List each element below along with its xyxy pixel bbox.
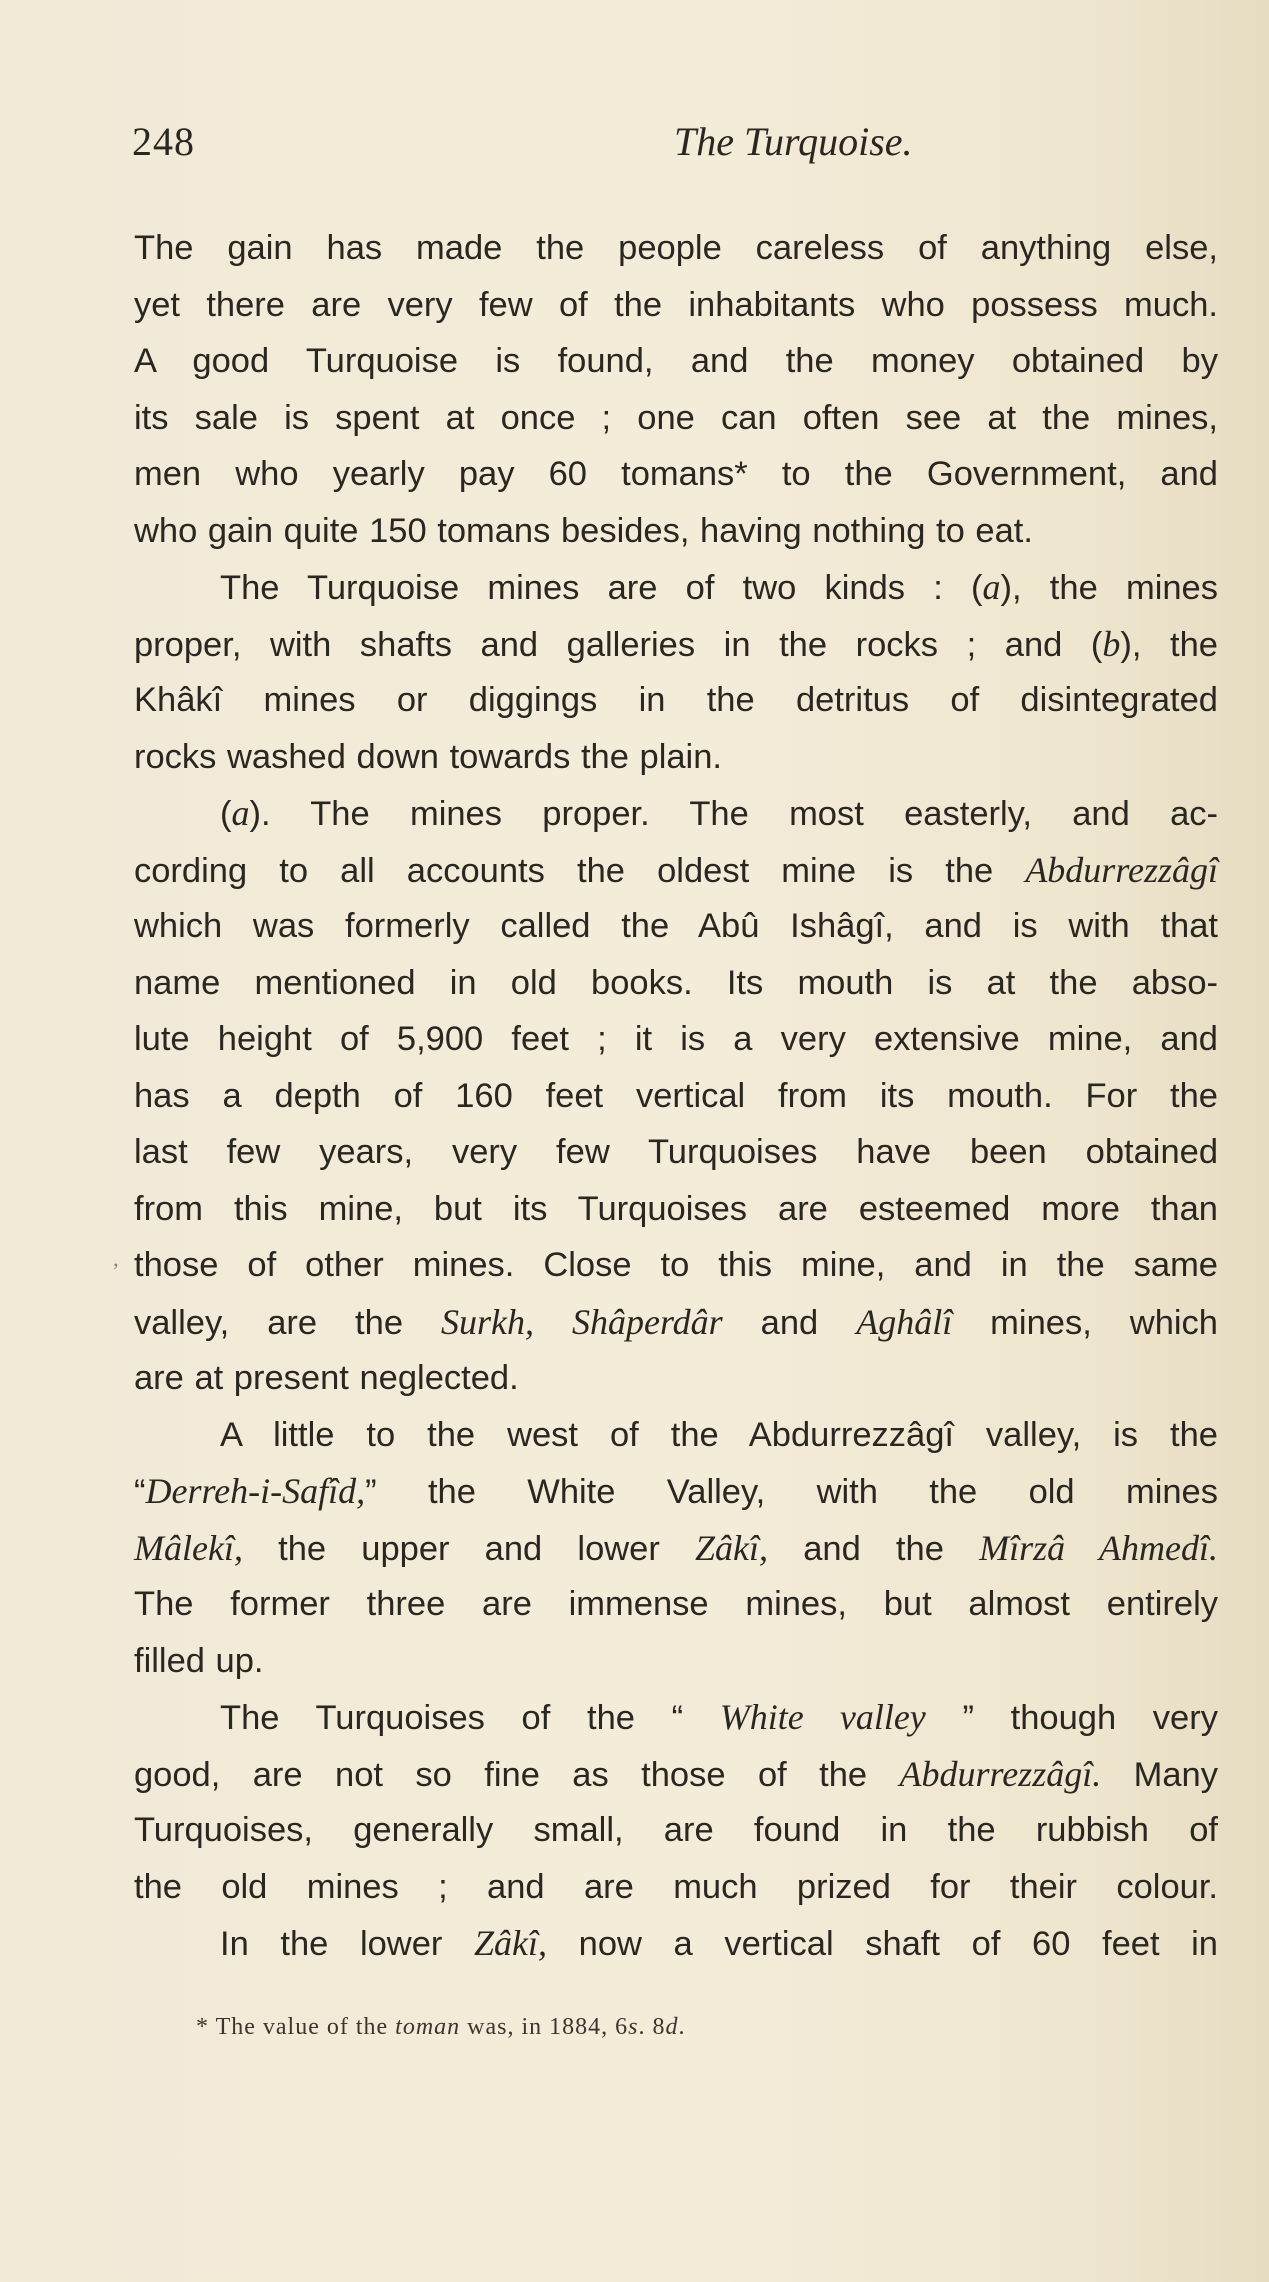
text-line [134, 1350, 1218, 1407]
text-run: those of other mines. Close to this mine, and in the same [134, 1246, 1218, 1284]
footnote-run: . 8 [638, 2014, 666, 2040]
text-run: men who yearly pay 60 tomans* to the Government, and [134, 455, 1218, 493]
text-line [134, 1915, 1218, 1972]
text-run: cording to all accounts the oldest mine is the [134, 851, 1026, 890]
text-run: are at present neglected. [134, 1359, 519, 1397]
text-run: lute height of 5,900 feet ; it is a very extensive mine, and [134, 1020, 1218, 1058]
italic-term: Abdurrezzâgî. [899, 1753, 1102, 1794]
text-line [134, 390, 1218, 447]
text-line [134, 446, 1218, 503]
text-line [134, 616, 1218, 673]
text-run [534, 1304, 572, 1342]
text-line [134, 842, 1218, 899]
text-run: Many [1101, 1755, 1218, 1794]
italic-term: Derreh-i-Safîd, [145, 1471, 366, 1511]
text-run: who gain quite 150 tomans besides, having nothing to eat. [134, 511, 1033, 550]
body-text [134, 220, 1218, 1972]
footnote-italic: s [628, 2014, 639, 2040]
italic-term: Abdurrezzâgî [1025, 849, 1218, 890]
italic-term: Shâperdâr [572, 1301, 723, 1342]
italic-term: White valley [719, 1697, 926, 1737]
text-run: name mentioned in old books. Its mouth is at the abso- [134, 963, 1218, 1002]
text-run: Khâkî mines or diggings in the detritus of disintegrated [134, 681, 1218, 719]
text-run: Turquoises, generally small, are found in the rubbish of [134, 1811, 1218, 1849]
footnote-italic: d [665, 2014, 679, 2040]
text-line [134, 559, 1218, 616]
text-run: mines, which [952, 1303, 1218, 1342]
text-run: In the lower [220, 1925, 475, 1963]
running-title: The Turquoise. [674, 119, 913, 164]
page-header [132, 118, 1217, 178]
text-run: The gain has made the people careless of anything else, [134, 229, 1218, 267]
italic-term: Surkh, [441, 1301, 535, 1342]
text-line [134, 785, 1218, 842]
text-run: the old mines ; and are much prized for their colour. [134, 1867, 1218, 1906]
text-line [134, 1576, 1218, 1633]
text-run: now a vertical shaft of 60 feet in [547, 1925, 1218, 1963]
text-run: last few years, very few Turquoises have been obtained [134, 1133, 1218, 1171]
text-run: ). The mines proper. The most easterly, and ac- [249, 795, 1218, 833]
text-run: A little to the west of the Abdurrezzâgî valley, is the [220, 1415, 1218, 1454]
text-run: filled up. [134, 1641, 264, 1680]
text-run: rocks washed down towards the plain. [134, 737, 722, 776]
footnote-run: was, in 1884, 6 [460, 2014, 629, 2040]
text-run: ), the mines [1000, 569, 1218, 607]
text-run: A good Turquoise is found, and the money obtained by [134, 342, 1218, 380]
italic-term: Zâkî, [474, 1923, 548, 1963]
italic-term: Mîrzâ Ahmedî. [979, 1527, 1218, 1568]
text-line [134, 729, 1218, 786]
text-run: and [722, 1303, 857, 1342]
text-run: the upper and lower [242, 1529, 696, 1568]
text-line [134, 220, 1218, 277]
text-line [134, 1746, 1218, 1803]
italic-term: b [1102, 623, 1121, 664]
text-line [134, 898, 1218, 955]
text-line [134, 1011, 1218, 1068]
text-run: The Turquoise mines are of two kinds : ( [220, 569, 983, 607]
footnote-run: * The value of the [196, 2014, 396, 2040]
text-line [134, 277, 1218, 334]
footnote-run: . [678, 2014, 686, 2040]
text-line [134, 1689, 1218, 1746]
text-line [134, 1633, 1218, 1690]
text-line [134, 503, 1218, 560]
page-number: 248 [132, 119, 195, 164]
text-run: “ [134, 1473, 146, 1511]
text-run: which was formerly called the Abû Ishâgî, and is with that [134, 907, 1218, 945]
text-line [134, 1237, 1218, 1294]
text-run: valley, are the [134, 1303, 442, 1342]
italic-term: Mâlekî, [134, 1527, 243, 1568]
italic-term: Zâkî, [695, 1527, 769, 1568]
footnote [196, 2014, 686, 2041]
text-line [134, 1463, 1218, 1520]
text-run: yet there are very few of the inhabitants who possess much. [134, 285, 1218, 324]
text-line [134, 1407, 1218, 1464]
text-line [134, 1124, 1218, 1181]
text-line [134, 333, 1218, 390]
text-run: its sale is spent at once ; one can often see at the mines, [134, 398, 1218, 437]
text-line [134, 1294, 1218, 1351]
text-line [134, 1181, 1218, 1238]
text-run: The former three are immense mines, but almost entirely [134, 1585, 1218, 1623]
text-run: The Turquoises of the “ [220, 1699, 720, 1737]
italic-term: a [982, 567, 1001, 607]
text-line [134, 1520, 1218, 1577]
text-run: good, are not so fine as those of the [134, 1755, 900, 1794]
text-run: and the [768, 1529, 980, 1568]
text-run: ( [220, 795, 232, 833]
text-run: from this mine, but its Turquoises are esteemed more than [134, 1189, 1218, 1228]
text-line [134, 1802, 1218, 1859]
text-run: ” the White Valley, with the old mines [365, 1473, 1218, 1511]
italic-term: Aghâlî [856, 1301, 953, 1342]
text-run: has a depth of 160 feet vertical from its mouth. For the [134, 1076, 1218, 1115]
italic-term: a [231, 793, 250, 833]
text-line [134, 1859, 1218, 1916]
text-line [134, 1068, 1218, 1125]
text-run: ” though very [925, 1699, 1218, 1737]
text-line [134, 672, 1218, 729]
footnote-italic: toman [395, 2014, 461, 2040]
text-line [134, 955, 1218, 1012]
text-run: proper, with shafts and galleries in the rocks ; and ( [134, 625, 1103, 664]
text-run: ), the [1120, 625, 1218, 664]
margin-mark: ’ [112, 1258, 120, 1283]
